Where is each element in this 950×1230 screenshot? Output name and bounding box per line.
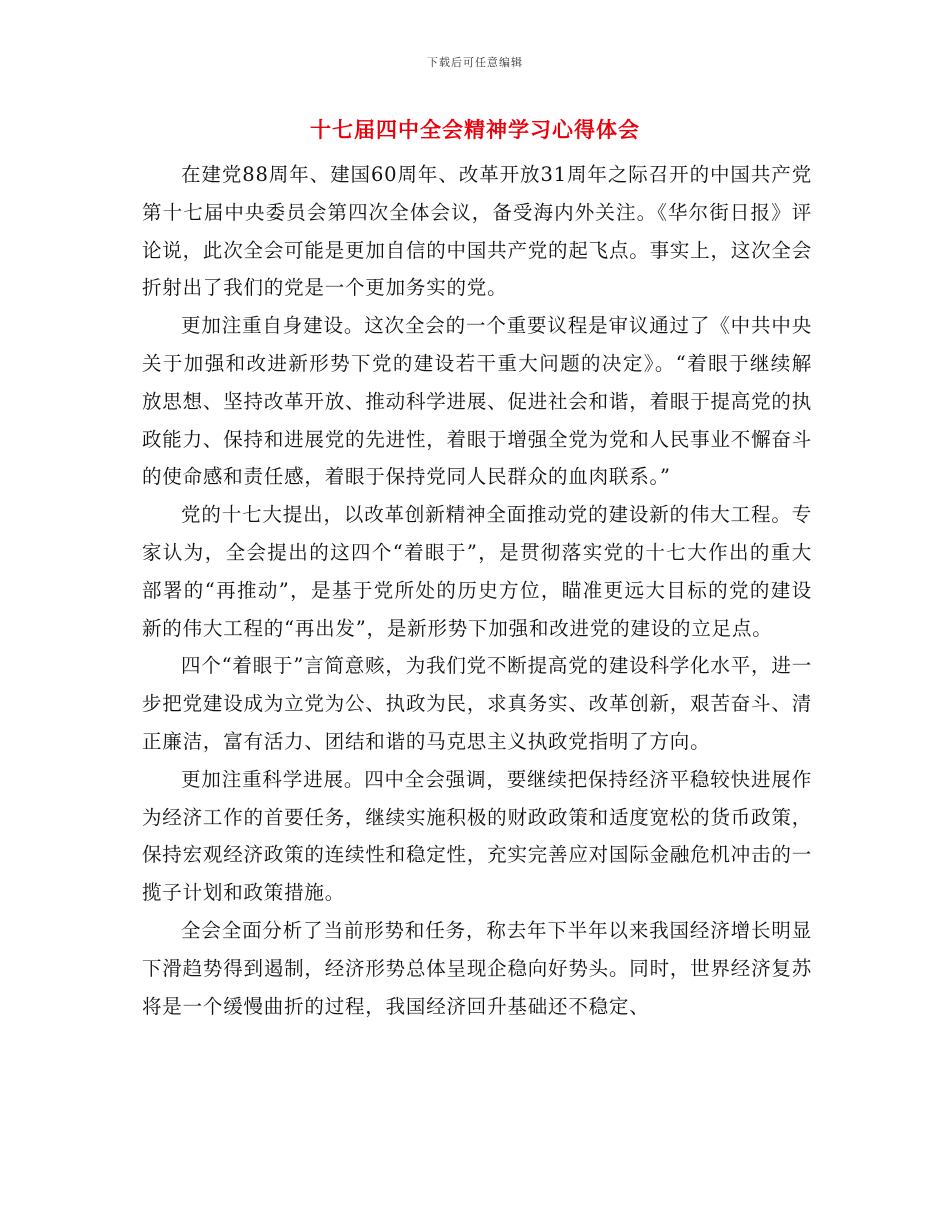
paragraph: 全会全面分析了当前形势和任务，称去年下半年以来我国经济增长明显下滑趋势得到遏制，经济形势总体呈现企稳向好势头。同时，世界经济复苏将是一个缓慢曲折的过程，我国经济回升基础还不稳定、 xyxy=(142,918,812,1018)
paragraph: 党的十七大提出，以改革创新精神全面推动党的建设新的伟大工程。专家认为，全会提出的这四个“着眼于”，是贯彻落实党的十七大作出的重大部署的“再推动”，是基于党所处的历史方位，瞄准更远大目标的党的建设新的伟大工程的“再出发”，是新形势下加强和改进党的建设的立足点。 xyxy=(142,503,812,640)
paragraph: 在建党88周年、建国60周年、改革开放31周年之际召开的中国共产党第十七届中央委员会第四次全体会议，备受海内外关注。《华尔街日报》评论说，此次全会可能是更加自信的中国共产党的起飞点。事实上，这次全会折射出了我们的党是一个更加务实的党。 xyxy=(142,163,812,300)
header-note: 下载后可任意编辑 xyxy=(427,56,523,69)
paragraph: 四个“着眼于”言简意赅，为我们党不断提高党的建设科学化水平，进一步把党建设成为立党为公、执政为民，求真务实、改革创新，艰苦奋斗、清正廉洁，富有活力、团结和谐的马克思主义执政党指明了方向。 xyxy=(142,654,812,753)
paragraph: 更加注重科学进展。四中全会强调，要继续把保持经济平稳较快进展作为经济工作的首要任务，继续实施积极的财政政策和适度宽松的货币政策，保持宏观经济政策的连续性和稳定性，充实完善应对国际金融危机冲击的一揽子计划和政策措施。 xyxy=(142,767,812,905)
document-title: 十七届四中全会精神学习心得体会 xyxy=(310,118,640,142)
document-body xyxy=(142,156,812,1025)
paragraph: 更加注重自身建设。这次全会的一个重要议程是审议通过了《中共中央关于加强和改进新形势下党的建设若干重大问题的决定》。“着眼于继续解放思想、坚持改革开放、推动科学进展、促进社会和谐，着眼于提高党的执政能力、保持和进展党的先进性，着眼于增强全党为党和人民事业不懈奋斗的使命感和责任感，着眼于保持党同人民群众的血肉联系。” xyxy=(142,314,812,489)
